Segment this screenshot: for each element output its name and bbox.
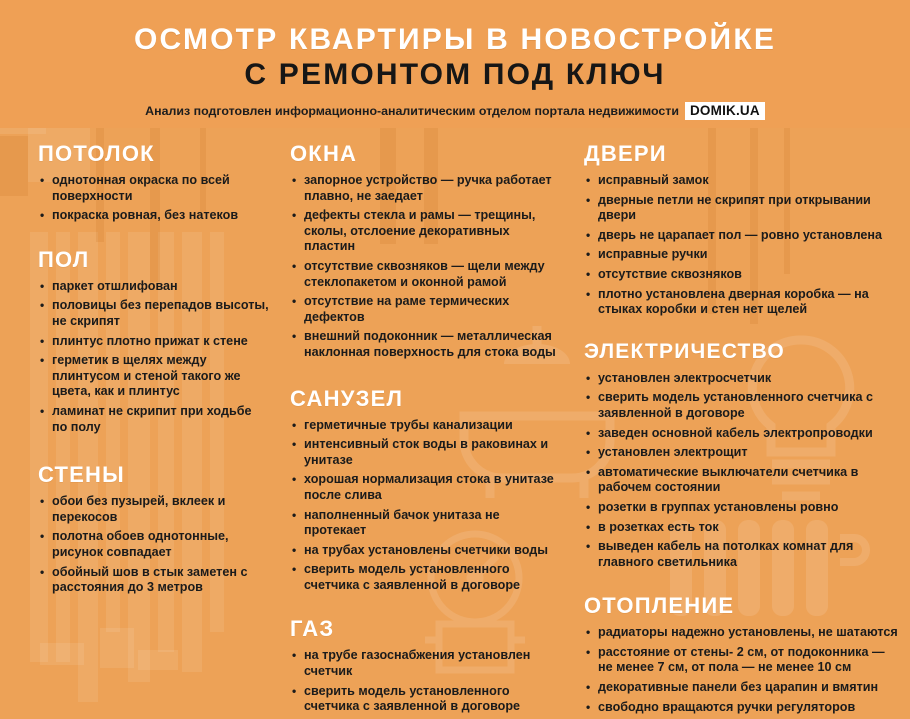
list-item: • радиаторы надежно установлены, не шатаются [584,625,902,645]
list-item: • половицы без перепадов высоты, не скрипят [38,298,270,333]
section-doors [584,140,902,322]
list-ceiling [38,173,270,228]
list-item: • исправный замок [584,173,902,193]
list-item: • расстояние от стены- 2 см, от подоконника — не менее 7 см, от пола — не менее 10 см [584,645,902,680]
poster-subtitle-row [0,102,910,120]
section-title-heating: ОТОПЛЕНИЕ [584,593,735,619]
list-item: • выведен кабель на потолках комнат для главного светильника [584,539,902,574]
list-item: • наполненный бачок унитаза не протекает [290,508,558,543]
list-windows [290,173,558,365]
list-item: • внешний подоконник — металлическая наклонная поверхность для стока воды [290,329,558,364]
list-item: • полотна обоев однотонные, рисунок совпадает [38,529,270,564]
section-title-gas: ГАЗ [290,616,335,642]
list-floor [38,279,270,439]
list-electricity [584,371,902,575]
list-item: • запорное устройство — ручка работает плавно, не заедает [290,173,558,208]
list-item: • герметичные трубы канализации [290,418,558,438]
list-item: • исправные ручки [584,247,902,267]
list-item: • дверные петли не скрипят при открывании двери [584,193,902,228]
list-bathroom [290,418,558,598]
section-walls [38,461,270,600]
poster-title-line-2: С РЕМОНТОМ ПОД КЛЮЧ [244,58,666,91]
list-item: • однотонная окраска по всей поверхности [38,173,270,208]
list-item: • дефекты стекла и рамы — трещины, сколы, отслоение декоративных пластин [290,208,558,259]
list-item: • отсутствие сквозняков — щели между стеклопакетом и оконной рамой [290,259,558,294]
poster-header [0,0,910,128]
section-title-doors: ДВЕРИ [584,141,667,166]
list-item: • паркет отшлифован [38,279,270,299]
list-item: • установлен электрощит [584,445,902,465]
section-electricity [584,338,902,575]
list-item: • покраска ровная, без натеков [38,208,270,228]
column-left [0,138,280,683]
list-item: • хорошая нормализация стока в унитазе после слива [290,472,558,507]
list-item: • на трубах установлены счетчики воды [290,543,558,563]
list-item: • герметик в щелях между плинтусом и стеной такого же цвета, как и плинтус [38,353,270,404]
list-item: • розетки в группах установлены ровно [584,500,902,520]
list-item: • плотно установлена дверная коробка — на стыках коробки и стен нет щелей [584,287,902,322]
poster-title-line-1: ОСМОТР КВАРТИРЫ В НОВОСТРОЙКЕ [133,23,777,56]
column-right [570,138,910,714]
section-bathroom [290,385,558,598]
list-doors [584,173,902,322]
section-title-windows: ОКНА [290,141,358,166]
list-item: • в розетках есть ток [584,520,902,540]
section-gas [290,615,558,718]
section-heating [584,592,902,719]
list-heating [584,625,902,719]
section-title-walls: СТЕНЫ [38,462,125,488]
list-item: • отсутствие сквозняков [584,267,902,287]
section-title-floor: ПОЛ [38,246,90,272]
list-item: • заведен основной кабель электропроводки [584,426,902,446]
list-item: • автоматические выключатели счетчика в рабочем состоянии [584,465,902,500]
list-gas [290,648,558,718]
list-item: • плинтус плотно прижат к стене [38,334,270,354]
section-title-bathroom: САНУЗЕЛ [290,385,404,411]
list-item: • свободно вращаются ручки регуляторов [584,700,902,719]
list-item: • обойный шов в стык заметен с расстояния до 3 метров [38,565,270,600]
list-item: • сверить модель установленного счетчика с заявленной в договоре [290,562,558,597]
list-item: • сверить модель установленного счетчика с заявленной в договоре [584,390,902,425]
list-item: • на трубе газоснабжения установлен счетчик [290,648,558,683]
list-item: • ламинат не скрипит при ходьбе по полу [38,404,270,439]
list-item: • дверь не царапает пол — ровно установлена [584,228,902,248]
list-item: • отсутствие на раме термических дефектов [290,294,558,329]
section-ceiling [38,140,270,228]
list-item: • сверить модель установленного счетчика с заявленной в договоре [290,684,558,719]
list-walls [38,494,270,600]
list-item: • установлен электросчетчик [584,371,902,391]
poster-subtitle: Анализ подготовлен информационно-аналитическим отделом портала недвижимости [145,104,679,118]
list-item: • обои без пузырей, вклеек и перекосов [38,494,270,529]
column-middle [280,138,570,714]
section-title-ceiling: ПОТОЛОК [38,141,155,166]
list-item: • интенсивный сток воды в раковинах и унитазе [290,437,558,472]
brand-badge-domik-ua: DOMIK.UA [685,102,765,120]
section-title-electricity: ЭЛЕКТРИЧЕСТВО [584,339,785,363]
section-windows [290,140,558,365]
section-floor [38,246,270,439]
content-columns [0,128,910,714]
list-item: • декоративные панели без царапин и вмятин [584,680,902,700]
